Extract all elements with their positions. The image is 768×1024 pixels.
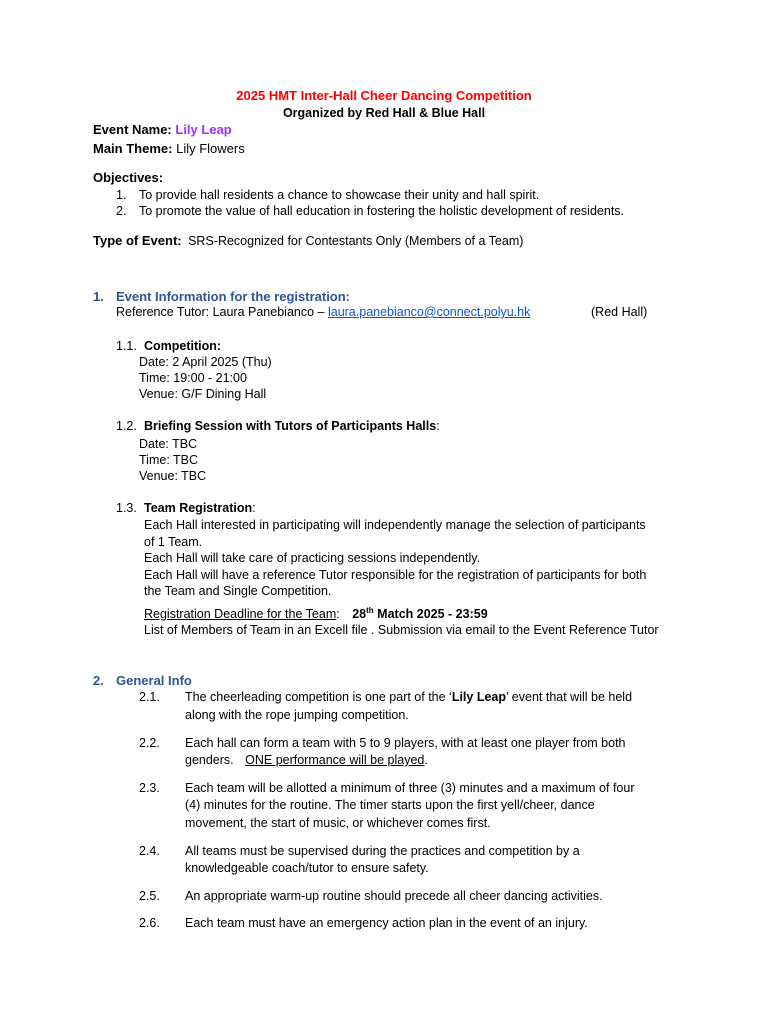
section1-num: 1. xyxy=(93,289,104,304)
competition-venue: Venue: G/F Dining Hall xyxy=(139,387,267,401)
registration-deadline-line: Registration Deadline for the Team: 28th Match 2025 - 23:59 xyxy=(144,605,488,621)
reference-hall: (Red Hall) xyxy=(591,305,648,319)
general-info-line: Each team must have an emergency action plan in the event of an injury. xyxy=(185,916,588,930)
registration-paragraph-line: Each Hall will take care of practicing sessions independently. xyxy=(144,551,481,565)
event-name-label: Event Name: xyxy=(93,122,172,137)
general-info-text: . xyxy=(424,753,428,767)
general-info-line: Each team will be allotted a minimum of three (3) minutes and a maximum of four xyxy=(185,781,635,795)
type-of-event-label: Type of Event: xyxy=(93,233,182,248)
section2-heading: General Info xyxy=(116,673,192,688)
general-info-emphasis: Lily Leap xyxy=(451,690,507,704)
type-of-event-value: SRS-Recognized for Contestants Only (Members of a Team) xyxy=(188,234,524,248)
general-info-text: The cheerleading competition is one part of the ‘ xyxy=(185,690,452,704)
general-info-num: 2.2. xyxy=(139,736,160,750)
subsection-num: 1.3. xyxy=(116,501,137,515)
briefing-date: Date: TBC xyxy=(139,437,198,451)
reference-tutor-email-link[interactable]: laura.panebianco@connect.polyu.hk xyxy=(327,305,531,319)
general-info-num: 2.4. xyxy=(139,844,160,858)
registration-deadline-suffix: th xyxy=(366,605,374,615)
registration-paragraph-line: the Team and Single Competition. xyxy=(144,584,332,598)
registration-label: Team Registration xyxy=(144,501,253,515)
type-of-event-line xyxy=(93,233,523,248)
general-info-line: An appropriate warm-up routine should precede all cheer dancing activities. xyxy=(185,889,603,903)
event-name-value: Lily Leap xyxy=(175,122,232,137)
objective-num: 1. xyxy=(116,188,127,202)
registration-deadline-label: Registration Deadline for the Team xyxy=(144,607,337,621)
objective-text: To provide hall residents a chance to showcase their unity and hall spirit. xyxy=(139,188,540,202)
general-info-num: 2.5. xyxy=(139,889,160,903)
main-theme-line xyxy=(93,141,245,156)
general-info-line: Each hall can form a team with 5 to 9 players, with at least one player from both xyxy=(185,736,626,750)
competition-time: Time: 19:00 - 21:00 xyxy=(139,371,247,385)
event-name-line xyxy=(93,122,232,137)
registration-paragraph-line: of 1 Team. xyxy=(144,535,203,549)
subsection-num: 1.1. xyxy=(116,339,137,353)
general-info-line: (4) minutes for the routine. The timer starts upon the first yell/cheer, dance xyxy=(185,798,595,812)
general-info-num: 2.1. xyxy=(139,690,160,704)
general-info-text: ’ event that will be held xyxy=(506,690,633,704)
document-subtitle: Organized by Red Hall & Blue Hall xyxy=(282,106,486,120)
reference-tutor-text: Reference Tutor: Laura Panebianco – xyxy=(116,305,325,319)
competition-date: Date: 2 April 2025 (Thu) xyxy=(139,355,272,369)
general-info-line: knowledgeable coach/tutor to ensure safety. xyxy=(185,861,429,875)
objective-num: 2. xyxy=(116,204,127,218)
competition-label: Competition xyxy=(144,339,217,353)
general-info-line xyxy=(185,690,632,704)
objective-item xyxy=(116,204,126,218)
registration-submission-note: List of Members of Team in an Excell file . Submission via email to the Event Reference Tutor xyxy=(144,623,659,637)
reference-tutor-line xyxy=(116,305,530,319)
objective-text: To promote the value of hall education in fostering the holistic development of residents. xyxy=(139,204,625,218)
general-info-num: 2.6. xyxy=(139,916,160,930)
briefing-time: Time: TBC xyxy=(139,453,199,467)
objectives-label: Objectives: xyxy=(93,170,164,185)
registration-heading: Team Registration: xyxy=(144,501,256,515)
general-info-line: All teams must be supervised during the practices and competition by a xyxy=(185,844,580,858)
briefing-label: Briefing Session with Tutors of Participants Halls xyxy=(144,419,437,433)
main-theme-label: Main Theme: xyxy=(93,141,173,156)
document-title: 2025 HMT Inter-Hall Cheer Dancing Competition xyxy=(236,88,532,103)
registration-deadline-date: Match 2025 - 23:59 xyxy=(377,607,488,621)
general-info-line: along with the rope jumping competition. xyxy=(185,708,409,722)
objective-item xyxy=(116,188,126,202)
section2-num: 2. xyxy=(93,673,104,688)
general-info-underlined: ONE performance will be played xyxy=(245,753,425,767)
general-info-text: genders. xyxy=(185,753,234,767)
briefing-heading: Briefing Session with Tutors of Participants Halls: xyxy=(144,419,440,433)
section1-heading: Event Information for the registration: xyxy=(116,289,351,304)
subsection-num: 1.2. xyxy=(116,419,137,433)
registration-paragraph-line: Each Hall interested in participating will independently manage the selection of participants xyxy=(144,518,646,532)
general-info-line xyxy=(185,753,428,767)
registration-paragraph-line: Each Hall will have a reference Tutor responsible for the registration of participants for both xyxy=(144,568,647,582)
registration-deadline-day: 28 xyxy=(352,607,367,621)
general-info-line: movement, the start of music, or whichever comes first. xyxy=(185,816,491,830)
competition-heading: Competition: xyxy=(144,339,222,353)
main-theme-value: Lily Flowers xyxy=(176,141,245,156)
general-info-num: 2.3. xyxy=(139,781,160,795)
briefing-venue: Venue: TBC xyxy=(139,469,207,483)
